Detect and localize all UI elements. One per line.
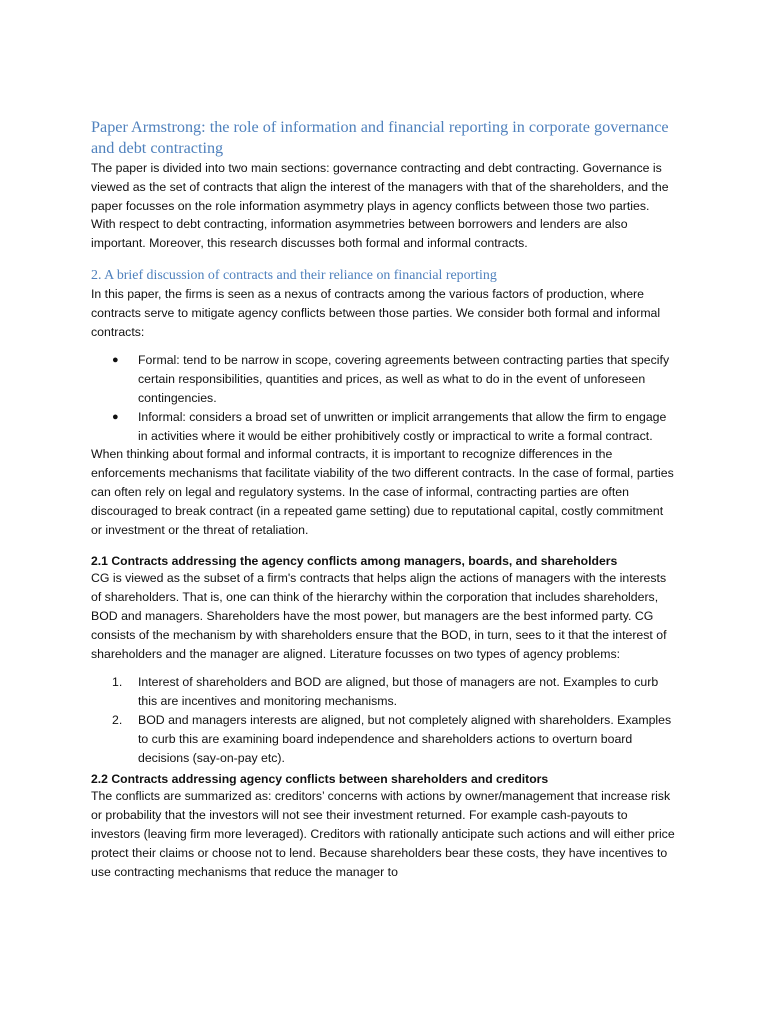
- agency-problems-list: [91, 673, 676, 767]
- contract-types-list: [91, 351, 676, 445]
- list-item: [91, 351, 676, 407]
- section-2-2-heading: 2.2 Contracts addressing agency conflicts between shareholders and creditors: [91, 772, 549, 787]
- list-item-text: Informal: considers a broad set of unwritten or implicit arrangements that allow the firm to engage in activities where it would be either prohibitively costly or impractical to write a formal contract.: [138, 409, 667, 443]
- section-2-heading: 2. A brief discussion of contracts and their reliance on financial reporting: [91, 267, 497, 283]
- list-item-text: Interest of shareholders and BOD are aligned, but those of managers are not. Examples to curb this are incentives and monitoring mechanisms.: [138, 675, 659, 709]
- list-item-text: Formal: tend to be narrow in scope, covering agreements between contracting parties that specify certain responsibilities, quantities and prices, as well as what to do in the event of unforeseen contingencies.: [138, 353, 670, 405]
- section-2-2-paragraph: The conflicts are summarized as: creditors’ concerns with actions by owner/management that increase risk or probability that the investors will not see their investment returned. For example cash-payouts to investors (leaving firm more leveraged). Creditors with rationally anticipate such actions and will either price protect their claims or choose not to lend. Because shareholders bear these costs, they have incentives to use contracting mechanisms that reduce the manager to: [91, 789, 675, 879]
- document-title: Paper Armstrong: the role of information and financial reporting in corporate governance and debt contracting: [91, 118, 669, 157]
- bullet-icon: ●: [112, 354, 119, 367]
- list-item-text: BOD and managers interests are aligned, but not completely aligned with shareholders. Examples to curb this are examining board independence and shareholders actions to overturn board decisions (say-on-pay etc).: [138, 712, 672, 765]
- list-item: [91, 408, 676, 446]
- section-2-followup-paragraph: When thinking about formal and informal contracts, it is important to recognize differences in the enforcements mechanisms that facilitate viability of the two different contracts. In the case of formal, parties can often rely on legal and regulatory systems. In the case of informal, contracting parties are often discouraged to break contract (in a repeated game setting) due to reputational capital, costly commitment or investment or the threat of retaliation.: [91, 447, 674, 537]
- list-item: [91, 673, 676, 711]
- document-page: [91, 117, 676, 881]
- list-item: [91, 711, 676, 767]
- bullet-icon: ●: [112, 410, 119, 423]
- intro-paragraph: The paper is divided into two main sections: governance contracting and debt contracting. Governance is viewed as the set of contracts that align the interest of the managers with that of the shareholders, and the paper focusses on the role information asymmetry plays in agency conflicts between those two parties. With respect to debt contracting, information asymmetries between borrowers and lenders are also important. Moreover, this research discusses both formal and informal contracts.: [91, 161, 669, 251]
- section-2-paragraph: In this paper, the firms is seen as a nexus of contracts among the various factors of production, where contracts serve to mitigate agency conflicts between those parties. We consider both formal and informal contracts:: [91, 286, 661, 339]
- list-number: 2.: [112, 712, 123, 727]
- list-number: 1.: [112, 675, 123, 690]
- section-2-1-heading: 2.1 Contracts addressing the agency conflicts among managers, boards, and shareholders: [91, 554, 618, 569]
- section-2-1-paragraph: CG is viewed as the subset of a firm's contracts that helps align the actions of managers with the interests of shareholders. That is, one can think of the hierarchy within the corporation that includes shareholders, BOD and managers. Shareholders have the most power, but managers are the best informed party. CG consists of the mechanism by with shareholders ensure that the BOD, in turn, sees to it that the interest of shareholders and the manager are aligned. Literature focusses on two types of agency problems:: [91, 571, 667, 661]
